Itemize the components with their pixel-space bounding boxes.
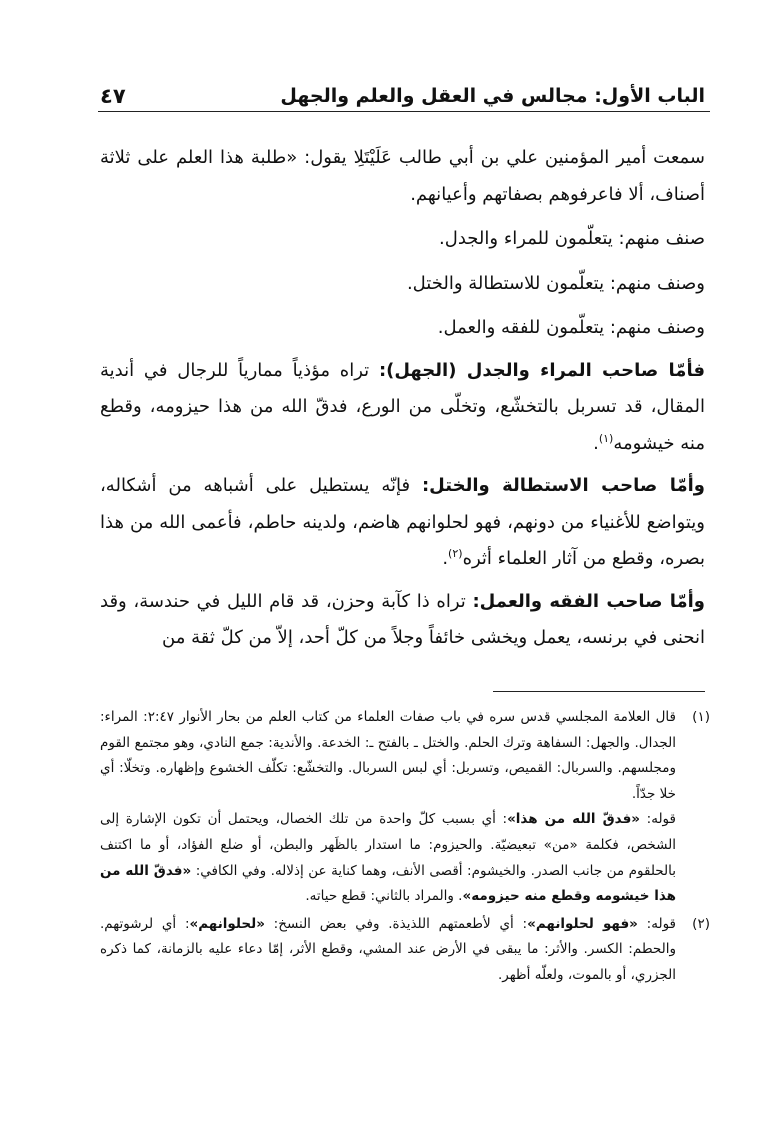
paragraph-2-text: فإنّه يستطيل على أشباهه من أشكاله، ويتواضع للأغنياء من دونهم، فهو لحلوانهم هاضم، ولدينه حاطم، فأعمى الله من هذا بصره، وقطع من آثار العلماء أثره bbox=[100, 475, 705, 569]
fn-quote: «فهو لحلوانهم» bbox=[527, 915, 638, 932]
footnotes bbox=[100, 705, 710, 989]
footnote-1 bbox=[100, 705, 710, 910]
footnote-2-part-1 bbox=[100, 912, 676, 989]
class-3-text: وصنف منهم: يتعلّمون للفقه والعمل. bbox=[437, 317, 705, 338]
paragraph-1 bbox=[100, 353, 705, 463]
footnote-body bbox=[100, 705, 676, 910]
paragraph-3 bbox=[100, 584, 705, 657]
paragraph-1-lead: فأمّا صاحب المراء والجدل (الجهل): bbox=[378, 359, 705, 381]
footnote-1-part-1: قال العلامة المجلسي قدس سره في باب صفات العلماء من كتاب العلم من بحار الأنوار ٢:٤٧: المراء: الجدال. والجهل: السفاهة وترك الحلم. والختل ـ بالفتح ـ: الخدعة. والأندية: جمع النادي، وهو مجتمع القوم ومجلسهم. والسربال: القميص، وتسربل: أي لبس السربال. والتخشّع: تكلّف الخشوع وإظهاره. وتخلّا: أي خلا جدّاً. bbox=[100, 709, 676, 802]
fn-text: : أي بسبب كلّ واحدة من تلك الخصال، ويحتمل أن تكون الإشارة إلى الشخص، فكلمة «من» تبعيضيّة. والحيزوم: ما استدار بالظَهر والبطن، أو ضلع الفؤاد، أو ما اكتنف بالحلقوم من جانب الصدر. والخيشوم: أقصى الأنف، وهما كناية عن إذلاله. وفي الكافي: bbox=[100, 811, 676, 879]
footnote-2 bbox=[100, 912, 710, 989]
fn-quote: «فدقّ الله من هذا خيشومه وقطع منه حيزومه» bbox=[100, 862, 676, 905]
footnote-ref-1[interactable]: (١) bbox=[598, 431, 614, 445]
footnote-ref-2[interactable]: (٢) bbox=[448, 547, 463, 560]
class-2-text: وصنف منهم: يتعلّمون للاستطالة والختل. bbox=[406, 272, 705, 294]
footnote-number: (٢) bbox=[692, 915, 710, 932]
class-2-paragraph bbox=[100, 266, 705, 303]
class-1-paragraph bbox=[100, 221, 705, 258]
fn-quote: «فدقّ الله من هذا» bbox=[507, 811, 641, 828]
fn-text: قوله: bbox=[640, 811, 676, 828]
intro-text: سمعت أمير المؤمنين علي بن أبي طالب عَلَيْتَلِا يقول: «طلبة هذا العلم على ثلاثة أصناف، ألا فاعرفوهم بصفاتهم وأعيانهم. bbox=[100, 147, 705, 205]
paragraph-2-lead: وأمّا صاحب الاستطالة والختل: bbox=[421, 475, 705, 496]
fn-text: . والمراد بالثاني: قطع حياته. bbox=[305, 888, 463, 905]
fn-text: قوله: bbox=[637, 915, 676, 932]
fn-text: : أي لأطعمتهم اللذيذة. وفي بعض النسخ: bbox=[264, 915, 528, 932]
class-1-text: صنف منهم: يتعلّمون للمراء والجدل. bbox=[439, 228, 705, 249]
paragraph-1-end: . bbox=[593, 432, 599, 454]
running-title: الباب الأول: مجالس في العقل والعلم والجهل bbox=[280, 85, 705, 107]
intro-paragraph bbox=[100, 140, 705, 213]
footnote-body bbox=[100, 912, 676, 989]
class-3-paragraph bbox=[100, 310, 705, 347]
page-number: ٤٧ bbox=[100, 84, 126, 108]
paragraph-3-lead: وأمّا صاحب الفقه والعمل: bbox=[472, 590, 705, 612]
paragraph-3-text: تراه ذا كآبة وحزن، قد قام الليل في حندسة، وقد انحنى في برنسه، يعمل ويخشى خائفاً وجلاً من كلّ أحد، إلاّ من كلّ ثقة من bbox=[100, 590, 705, 648]
paragraph-2-end: . bbox=[442, 548, 449, 569]
header-rule bbox=[98, 111, 710, 112]
main-text bbox=[100, 140, 705, 657]
footnote-number: (١) bbox=[692, 709, 710, 725]
fn-text: : أي لرشوتهم. والحطم: الكسر. والأثر: ما يبقى في الأرض عند المشي، وقطع الأثر، إمّا دعاء عليه بالزمانة، كما ذكره الجزري، أو بالموت، ولعلّه أظهر. bbox=[100, 915, 676, 983]
fn-quote: «لحلوانهم» bbox=[189, 915, 265, 932]
running-header bbox=[100, 72, 705, 108]
footnote-separator bbox=[493, 691, 705, 692]
footnote-1-part-2 bbox=[100, 807, 676, 909]
paragraph-1-text: تراه مؤذياً ممارياً للرجال في أندية المقال، قد تسربل بالتخشّع، وتخلّى من الورع، فدقّ الله من هذا حيزومه، وقطع منه خيشومه bbox=[100, 359, 705, 454]
paragraph-2 bbox=[100, 468, 705, 578]
